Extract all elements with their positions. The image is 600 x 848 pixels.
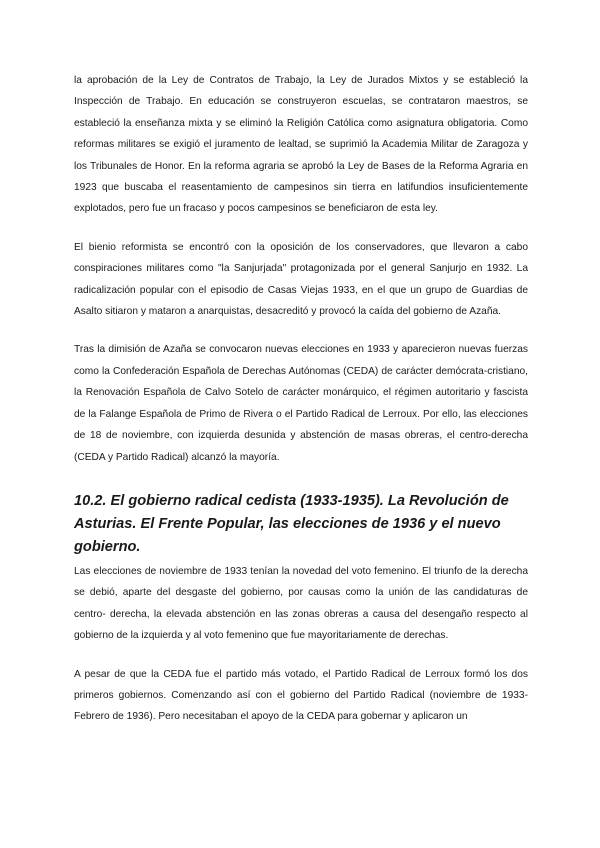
document-page [74,70,528,728]
paragraph-reformas-bienio: la aprobación de la Ley de Contratos de Trabajo, la Ley de Jurados Mixtos y se estableció la Inspección de Trabajo. En educación se construyeron escuelas, se contrataron maestros, se estableció la enseñanza mixta y se eliminó la Religión Católica como asignatura obligatoria. Como reformas militares se exigió el juramento de lealtad, se suprimió la Academia Militar de Zaragoza y los Tribunales de Honor. En la reforma agraria se aprobó la Ley de Bases de la Reforma Agraria en 1923 que buscaba el reasentamiento de campesinos sin tierra en latifundios insuficientemente explotados, pero fue un fracaso y pocos campesinos se beneficiaron de esta ley. [74,75,528,215]
paragraph-elecciones-1933: Tras la dimisión de Azaña se convocaron nuevas elecciones en 1933 y aparecieron nuevas fuerzas como la Confederación Española de Derechas Autónomas (CEDA) de carácter demócrata-cristiano, la Renovación Española de Calvo Sotelo de carácter monárquico, el régimen autoritario y fascista de la Falange Española de Primo de Rivera o el Partido Radical de Lerroux. Por ello, las elecciones de 18 de noviembre, con izquierda desunida y abstención de masas obreras, el centro-derecha (CEDA y Partido Radical) alcanzó la mayoría. [74,344,528,463]
paragraph-oposicion-conservadores: El bienio reformista se encontró con la oposición de los conservadores, que llevaron a cabo conspiraciones militares como "la Sanjurjada" protagonizada por el general Sanjurjo en 1932. La radicalización popular con el episodio de Casas Viejas 1933, en el que un grupo de Guardias de Asalto sitiaron y mataron a anarquistas, desacreditó y provocó la caída del gobierno de Azaña. [74,241,528,318]
paragraph-gobierno-radical: A pesar de que la CEDA fue el partido más votado, el Partido Radical de Lerroux formó los dos primeros gobiernos. Comenzando así con el gobierno del Partido Radical (noviembre de 1933-Febrero de 1936). Pero necesitaban el apoyo de la CEDA para gobernar y aplicaron un [74,668,528,723]
section-heading: 10.2. El gobierno radical cedista (1933-1935). La Revolución de Asturias. El Frente Popular, las elecciones de 1936 y el nuevo gobierno. [74,492,509,555]
paragraph-voto-femenino: Las elecciones de noviembre de 1933 tenían la novedad del voto femenino. El triunfo de la derecha se debió, aparte del desgaste del gobierno, por causas como la unión de las candidaturas de centro- derecha, la elevada abstención en las zonas obreras a causa del desengaño respecto al gobierno de la izquierda y al voto femenino que fue mayoritariamente de derechas. [74,565,528,642]
